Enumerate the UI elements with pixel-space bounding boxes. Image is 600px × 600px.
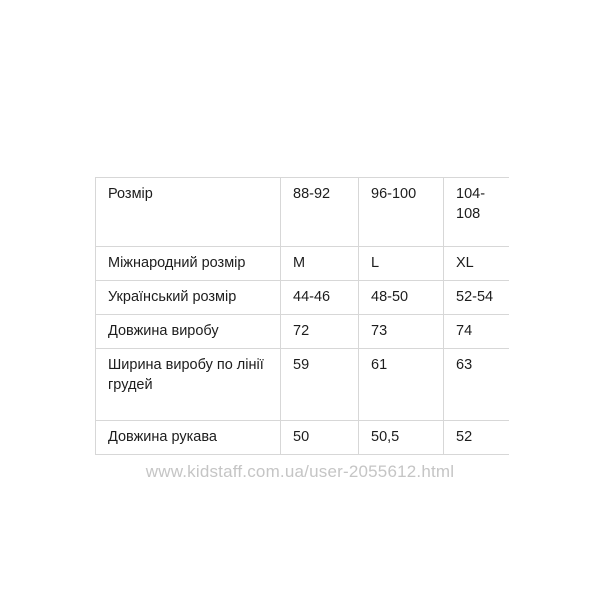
size-value-cell: 44-46 [281, 281, 359, 315]
table-row-item-length [96, 315, 509, 349]
size-value-cell: 52 [444, 421, 509, 455]
table-row-international-size [96, 247, 509, 281]
size-value-cell: XL [444, 247, 509, 281]
size-value-cell: 73 [359, 315, 444, 349]
size-value-cell: L [359, 247, 444, 281]
size-value-cell: 96-100 [359, 178, 444, 247]
table-row-size [96, 178, 509, 247]
size-value-cell: 61 [359, 349, 444, 421]
size-value-cell: 50 [281, 421, 359, 455]
size-value-cell: 72 [281, 315, 359, 349]
size-value-cell: M [281, 247, 359, 281]
watermark-url: www.kidstaff.com.ua/user-2055612.html [145, 462, 455, 481]
size-value-cell: 63 [444, 349, 509, 421]
size-value-cell: 104-108 [444, 178, 509, 247]
row-label: Довжина рукава [96, 421, 281, 455]
table-row-ukrainian-size [96, 281, 509, 315]
row-label: Український розмір [96, 281, 281, 315]
row-label: Розмір [96, 178, 281, 247]
size-value-cell: 88-92 [281, 178, 359, 247]
size-value-cell: 59 [281, 349, 359, 421]
row-label: Міжнародний розмір [96, 247, 281, 281]
size-value-cell: 50,5 [359, 421, 444, 455]
size-value-cell: 52-54 [444, 281, 509, 315]
table-row-sleeve-length [96, 421, 509, 455]
row-label: Ширина виробу по лінії грудей [96, 349, 281, 421]
size-value-cell: 48-50 [359, 281, 444, 315]
size-value-cell: 74 [444, 315, 509, 349]
row-label: Довжина виробу [96, 315, 281, 349]
size-table [95, 177, 509, 455]
table-row-chest-width [96, 349, 509, 421]
